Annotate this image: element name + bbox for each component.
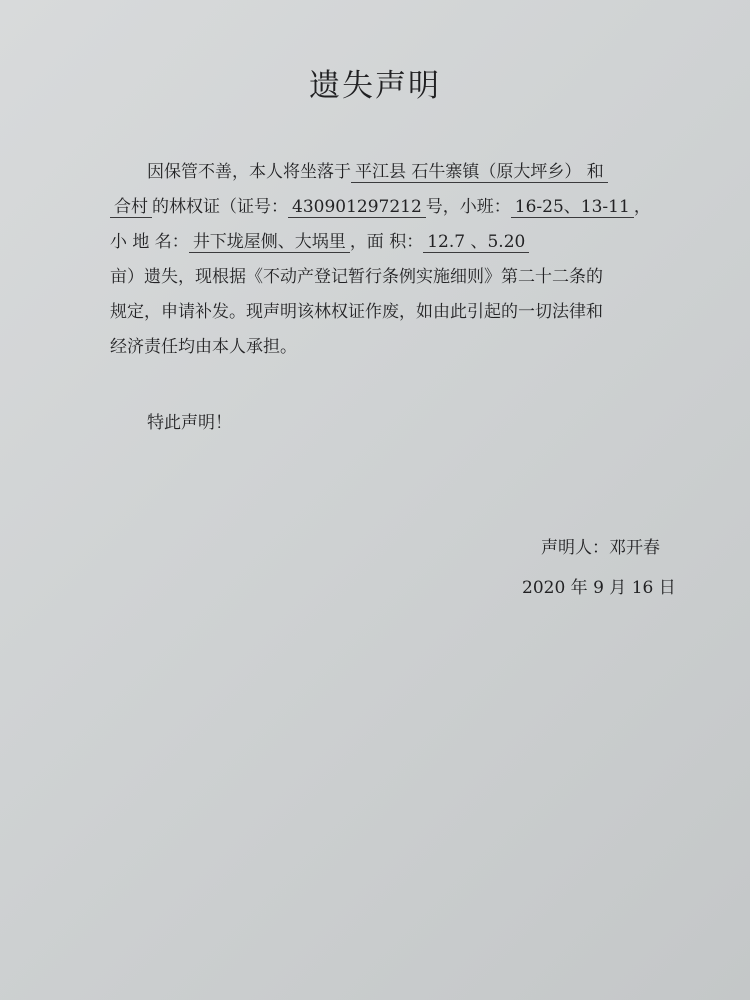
body-line-3 — [110, 225, 670, 260]
body-line-6: 经济责任均由本人承担。 — [110, 337, 297, 357]
declaration-date: 2020 年 9 月 16 日 — [522, 578, 676, 598]
body-text: ，面 积： — [349, 232, 424, 252]
document-title: 遗失声明 — [309, 68, 441, 104]
village-underlined: 合村 — [110, 197, 152, 218]
body-text: 因保管不善，本人将坐落于 — [147, 162, 351, 182]
certificate-number: 430901297212 — [288, 197, 426, 218]
place-name: 井下垅屋侧、大埚里 — [189, 232, 350, 253]
body-line-5: 规定，申请补发。现声明该林权证作废，如由此引起的一切法律和 — [110, 302, 603, 322]
body-line-2 — [110, 190, 670, 225]
closing-statement: 特此声明！ — [147, 413, 232, 433]
declarant-name: 声明人：邓开春 — [541, 538, 660, 558]
declaration-body — [110, 155, 670, 365]
location-underlined: 平江县 石牛寨镇（原大坪乡） 和 — [351, 162, 608, 183]
body-text: 的林权证（证号： — [152, 197, 288, 217]
body-text: 号，小班： — [425, 197, 511, 217]
body-line-4: 亩）遗失，现根据《不动产登记暂行条例实施细则》第二十二条的 — [110, 267, 603, 287]
body-text: 小 地 名： — [110, 232, 189, 252]
body-text: ， — [633, 197, 651, 217]
area-value: 12.7 、5.20 — [423, 232, 529, 253]
body-line-1 — [110, 155, 670, 190]
sub-compartment-number: 16-25、13-11 — [511, 197, 634, 218]
